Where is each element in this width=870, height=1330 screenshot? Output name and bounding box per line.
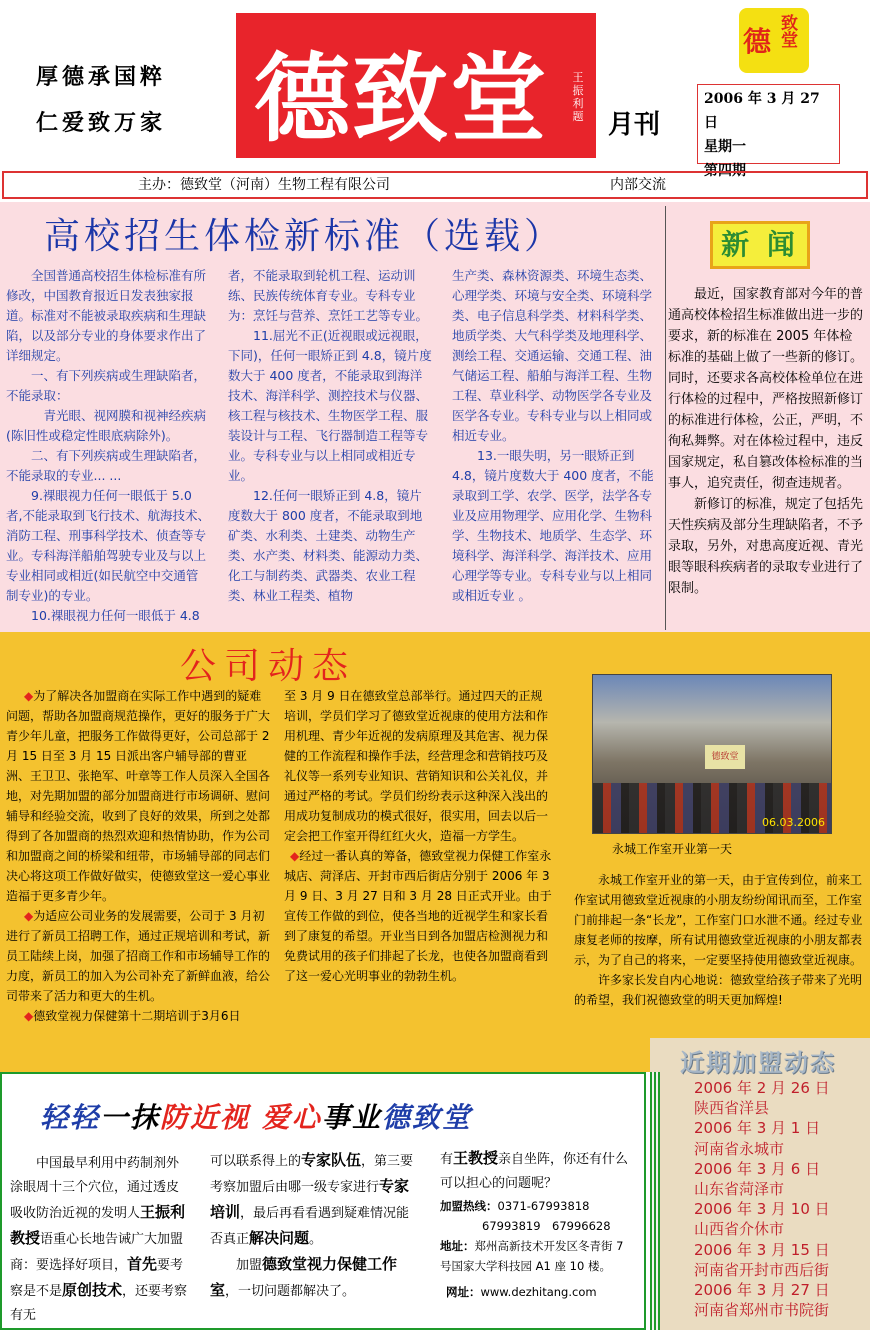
news-column-1: [6, 266, 210, 626]
ad-text: 亲自坐阵，你还有什么可以担心的问题呢？: [440, 1152, 629, 1191]
sponsor-text: 主办：德致堂（河南）生物工程有限公司: [138, 177, 390, 193]
ad-emphasis: 首先: [127, 1255, 158, 1273]
ad-emphasis: 解决问题: [249, 1229, 310, 1247]
store-opening-photo: [592, 674, 832, 834]
brand-logo-char: 德: [743, 25, 772, 58]
company-column-2: [284, 686, 552, 986]
store-sign: 德致堂: [705, 745, 745, 769]
ad-text: 。: [309, 1232, 323, 1247]
ad-emphasis: 王教授: [453, 1149, 499, 1167]
company-paragraph: 为适应公司业务的发展需要，公司于 3 月初进行了新员工招聘工作，通过正规培训和考试，新员工陆续上岗，加强了招商工作和市场辅导工作的力度，新员工的加入为公司补充了新鲜血液，给公司带来了活力和更大的生机。: [6, 909, 271, 1003]
news-paragraph: 青光眼、视网膜和视神经疾病(陈旧性或稳定性眼底病除外)。: [6, 408, 207, 443]
news-sidebar-paragraph: 新修订的标准，规定了包括先天性疾病及部分生理缺陷者，不予录取，另外，对患高度近视、青光眼等眼科疾病者的录取专业进行了限制。: [668, 497, 864, 596]
ad-emphasis: 原创技术: [62, 1281, 123, 1299]
ad-emphasis: 专家队伍: [301, 1151, 362, 1169]
slogan-line-1: 厚德承国粹: [36, 64, 167, 90]
hotline-number: 0371-67993818: [497, 1199, 590, 1213]
ad-text: ，最后再看看遇到疑难情况能否真正: [210, 1206, 410, 1247]
news-headline: 高校招生体检新标准（选载）: [44, 216, 565, 257]
ad-text: 有: [440, 1152, 454, 1167]
company-paragraph: 经过一番认真的筹备，德致堂视力保健工作室永城店、菏泽店、开封市西后街店分别于 2006 年 3 月 9 日、3 月 27 日和 3 月 28 日正式开业。由于宣传工作做的到位，使各当地的近视学生和家长看到了康复的希望。开业当日到各加盟店检测视力和免费试用的孩子们排起了长龙，也使各加盟商看到了这一爱心光明事业的勃勃生机。: [284, 849, 552, 983]
news-paragraph: 一、有下列疾病或生理缺陷者，不能录取：: [6, 368, 207, 403]
issue-number: 第四期: [704, 163, 746, 179]
calligraphy-seal: 王振利题: [572, 71, 584, 123]
diamond-bullet-icon: ◆: [24, 1009, 34, 1023]
address-text: 郑州高新技术开发区冬青街 7 号国家大学科技园 A1 座 10 楼。: [440, 1239, 624, 1273]
website-link[interactable]: www.dezhitang.com: [480, 1285, 597, 1299]
ad-emphasis: 王振利教授: [10, 1203, 186, 1247]
ad-column-2: [210, 1148, 420, 1304]
franchise-location: 陕西省洋县: [694, 1099, 770, 1118]
news-paragraph: 13.一眼失明，另一眼矫正到 4.8，镜片度数大于 400 度者，不能录取到工学、农学、医学，法学各专业及应用物理学、应用化学、生物科学、生物技术、地质学、生态学、环境科学、海洋科学、海洋技术、应用心理学等专业。专科专业与以上相同或相近专业 。: [452, 448, 654, 603]
ad-slogan-part: 一抹: [100, 1101, 161, 1134]
franchise-date: 2006 年 3 月 6 日: [694, 1159, 821, 1178]
ad-text: 可以联系得上的: [210, 1154, 302, 1169]
ad-text: 要考察是不是: [10, 1258, 184, 1299]
ad-slogan-part: 爱心: [261, 1101, 322, 1134]
news-column-3: [452, 266, 658, 606]
news-sidebar-text: [668, 284, 864, 599]
monthly-label: 月刊: [608, 110, 661, 140]
news-paragraph: 11.屈光不正(近视眼或远视眼，下同)，任何一眼矫正到 4.8，镜片度数大于 400 度者，不能录取到海洋技术、海洋科学、测控技术与仪器、核工程与核技术、生物医学工程、服装设计与工程、飞行器制造工程等专业。专科专业与以上相同或相近专业。: [228, 328, 432, 483]
column-divider: [665, 206, 666, 630]
hotline-numbers: 67993819 67996628: [482, 1219, 611, 1233]
company-paragraph: 至 3 月 9 日在德致堂总部举行。通过四天的正规培训，学员们学习了德致堂近视康的使用方法和作用机理、青少年近视的发病原理及其危害、视力保健的工作流程和操作手法，经营理念和营销技巧及礼仪等一系列专业知识、营销知识和公关礼仪，并通过严格的考试。学员们纷纷表示这种深入浅出的用成功复制成功的模式很好，很实用，回去以后一定会把工作室开得红红火火，造福一方学生。: [284, 689, 549, 843]
ad-text: 语重心长地告诫广大加盟商：要选择好项目，: [10, 1232, 184, 1273]
ad-slogan-part: 轻轻: [40, 1101, 101, 1134]
ad-emphasis: 专家培训: [210, 1177, 410, 1221]
news-paragraph: 全国普通高校招生体检标准有所修改，中国教育报近日发表独家报道。标准对不能被录取疾病和生理缺陷，以及部分专业的身体要求作出了详细规定。: [6, 268, 207, 363]
slogan-line-2: 仁爱致万家: [36, 110, 167, 136]
address-label: 地址：: [440, 1239, 475, 1253]
ad-text: ，一切问题都解决了。: [225, 1284, 356, 1299]
news-paragraph: 12.任何一眼矫正到 4.8，镜片度数大于 800 度者，不能录取到地矿类、水利类、土建类、动物生产类、水产类、材料类、能源动力类、化工与制药类、武器类、农业工程类、林业工程类、植物: [228, 488, 429, 603]
ad-column-3: [440, 1146, 636, 1302]
ad-text: 中国最早利用中药制剂外涂眼周十三个穴位，通过透皮吸收防治近视的发明人: [10, 1156, 180, 1221]
ad-slogan-part: 德致堂: [381, 1101, 472, 1134]
recent-franchise-list: [694, 1078, 830, 1320]
news-paragraph: 者，不能录取到轮机工程、运动训练、民族传统体育专业。专科专业为：烹饪与营养、烹饪工艺等专业。: [228, 268, 429, 323]
franchise-location: 河南省永城市: [694, 1139, 785, 1158]
masthead-logo: [236, 13, 596, 158]
sponsor-bar: [2, 171, 868, 199]
franchise-date: 2006 年 3 月 15 日: [694, 1240, 830, 1259]
internal-label: 内部交流: [610, 177, 666, 193]
news-paragraph: 生产类、森林资源类、环境生态类、心理学类、环境与安全类、环境科学类、电子信息科学类、材料科学类、地质学类、大气科学类及地理科学、测绘工程、交通运输、交通工程、油气储运工程、船舶与海洋工程、生物工程、草业科学、动物医学各专业及医学各专业。专科专业与以上相同或相近专业。: [452, 268, 653, 443]
news-paragraph: 10.裸眼视力任何一眼低于 4.8: [31, 608, 200, 623]
news-sidebar-paragraph: 最近，国家教育部对今年的普通高校体检招生标准做出进一步的要求，新的标准在 2005 年体检标准的基础上做了一些新的修订。同时，还要求各高校体检单位在进行体检的过程中，严格按照新修订的标准进行体检，公正，严明，不徇私舞弊。对在体检过程中，违反国家规定，私自篡改体检标准的当事人，追究责任，彻查违规者。: [668, 287, 864, 491]
ad-slogan-part: 防近视: [160, 1101, 251, 1134]
photo-date-stamp: 06.03.2006: [762, 816, 825, 829]
franchise-date: 2006 年 2 月 26 日: [694, 1079, 830, 1097]
photo-caption: 永城工作室开业第一天: [612, 842, 733, 856]
brand-logo-icon: [739, 8, 809, 73]
franchise-location: 山西省介休市: [694, 1220, 785, 1239]
franchise-location: 河南省开封市西后街: [694, 1260, 830, 1279]
ad-text: 加盟: [236, 1258, 263, 1273]
issue-date: 2006 年 3 月 27 日: [704, 91, 820, 131]
company-paragraph: 永城工作室开业的第一天，由于宣传到位，前来工作室试用德致堂近视康的小朋友纷纷闻讯而至，工作室门前排起一条“长龙”，工作室门口水泄不通。经过专业康复老师的按摩，所有试用德致堂近视康的小朋友都表示，为了自己的将来，一定要坚持使用德致堂近视康。: [574, 873, 863, 967]
issue-info-box: [697, 84, 840, 179]
diamond-bullet-icon: ◆: [24, 909, 34, 923]
ad-column-1: [10, 1152, 190, 1328]
diamond-bullet-icon: ◆: [290, 849, 300, 863]
news-badge: 新 闻: [710, 221, 810, 269]
company-column-1: [6, 686, 270, 1026]
recent-franchise-title: 近期加盟动态: [680, 1048, 836, 1077]
decorative-stripe: [650, 1072, 660, 1330]
diamond-bullet-icon: ◆: [24, 689, 34, 703]
issue-weekday: 星期一: [704, 139, 746, 155]
company-paragraph: 为了解决各加盟商在实际工作中遇到的疑难问题，帮助各加盟商规范操作，更好的服务于广大青少年儿童，把服务工作做得更好，公司总部于 2 月 15 日至 3 月 15 日派出客户辅导部的曹亚洲、王卫卫、张艳军、叶章等工作人员深入全国各地，对先期加盟的部分加盟商进行市场调研、慰问辅导和经验交流，收到了良好的效果，所到之处都得到了各加盟商的热烈欢迎和热情协助，作为公司和加盟商之间的桥梁和纽带，市场辅导部的同志们决心将这项工作做好做实，使德致堂这一爱心事业造福于更多青少年。: [6, 689, 271, 903]
company-news-title: 公司动态: [180, 646, 357, 687]
ad-slogan-part: [250, 1101, 262, 1134]
franchise-location: 河南省郑州市书院街: [694, 1301, 830, 1320]
ad-text: ，还要考察有无: [10, 1284, 188, 1323]
ad-slogan-part: 事业: [321, 1101, 382, 1134]
news-paragraph: 9.裸眼视力任何一眼低于 5.0 者,不能录取到飞行技术、航海技术、消防工程、刑事科学技术、侦查等专业。专科海洋船舶驾驶专业及与以上专业相同或相近(如民航空中交通管制专业)的专业。: [6, 488, 210, 603]
franchise-date: 2006 年 3 月 1 日: [694, 1119, 821, 1138]
company-paragraph: 许多家长发自内心地说：德致堂给孩子带来了光明的希望，我们祝德致堂的明天更加辉煌!: [574, 973, 863, 1007]
ad-emphasis: 德致堂视力保健工作室: [210, 1255, 398, 1299]
company-paragraph: 德致堂视力保健第十二期培训于3月6日: [33, 1009, 241, 1023]
hotline-label: 加盟热线：: [440, 1199, 498, 1213]
franchise-date: 2006 年 3 月 10 日: [694, 1200, 830, 1219]
franchise-location: 山东省菏泽市: [694, 1180, 785, 1199]
website-label: 网址：: [446, 1285, 481, 1299]
news-column-2: [228, 266, 433, 606]
news-paragraph: 二、有下列疾病或生理缺陷者，不能录取的专业... ...: [6, 448, 207, 483]
brand-logo-small: 致堂: [777, 14, 797, 48]
ad-slogan: [40, 1096, 472, 1136]
company-column-3: [574, 870, 864, 1010]
franchise-date: 2006 年 3 月 27 日: [694, 1281, 830, 1300]
ad-text: ，第三要考察加盟后由哪一级专家进行: [210, 1154, 414, 1195]
masthead-logo-text: 德致堂: [254, 42, 548, 155]
